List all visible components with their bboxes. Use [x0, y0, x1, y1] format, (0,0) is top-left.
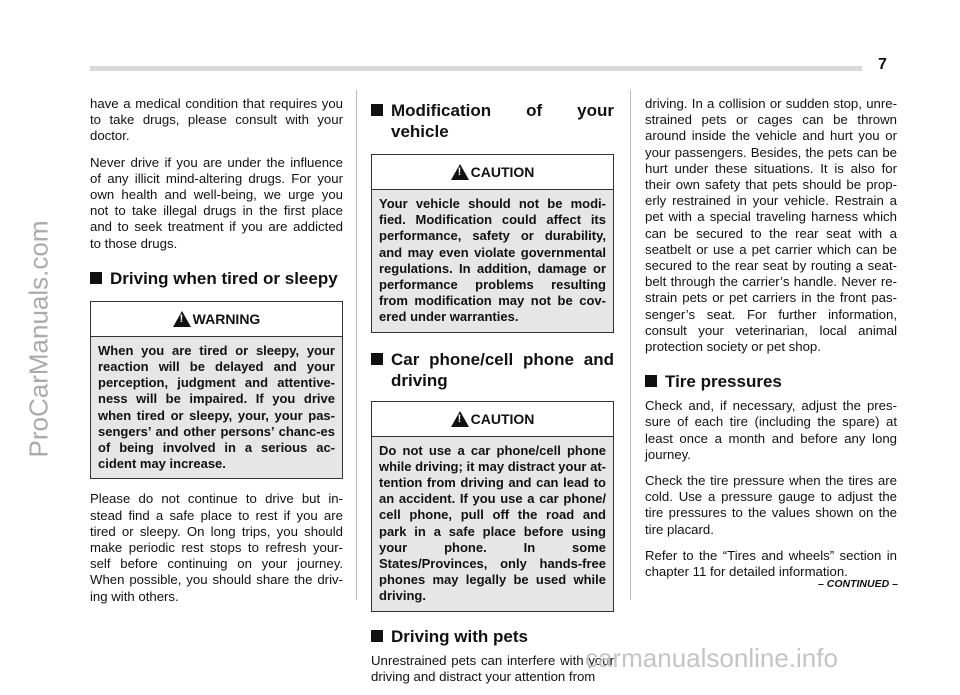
continued-marker: – CONTINUED –: [818, 578, 898, 590]
column-divider-1: [356, 90, 357, 600]
caution-box: [371, 401, 614, 612]
warning-text: When you are tired or sleepy, your reaction will be delayed and your perception, judgment and attentive-ness will be impaired. If you drive when tired or sleepy, your, your pas-sengers’ and other persons’ chanc-es of being involved in a serious ac-cident may increase.: [91, 336, 342, 479]
warning-header: [91, 302, 342, 336]
square-bullet-icon: [371, 353, 383, 365]
paragraph: have a medical condition that requires you to take drugs, please consult with your doctor.: [90, 96, 343, 144]
header-rule: [90, 66, 862, 71]
paragraph: Refer to the “Tires and wheels” section in chapter 11 for detailed information.: [645, 547, 897, 580]
section-heading-text: Modification of your vehicle: [391, 101, 614, 141]
footer-watermark: carmanualsonline.info: [585, 643, 838, 673]
paragraph: driving. In a collision or sudden stop, unre-strained pets or cages can be thrown around inside the vehicle and hurt you or your passengers. Besides, the pets can be hurt under these situations. It is also for their own safety that pets should be prop-erly restrained in your vehicle. Restrain a pet with a special traveling harness which can be secured to the rear seat with a seatbelt or use a pet carrier which can be secured to the rear seat by routing a seat-belt through the carrier’s handle. Never re-strain pets or pet carriers in the front pas-senger’s seat. For further information, consult your veterinarian, local animal protection society or pet shop.: [645, 96, 897, 355]
caution-text: Your vehicle should not be modi-fied. Modification could affect its performance, safety or durability, and may even violate governmental regulations. In addition, damage or performance problems resulting from modification may not be cov-ered under warranties.: [372, 189, 613, 332]
section-heading: [645, 371, 897, 392]
caution-header: [372, 402, 613, 436]
side-watermark: [14, 0, 64, 678]
warning-triangle-icon: [173, 311, 191, 327]
paragraph: Please do not continue to drive but in-stead find a safe place to rest if you are tired or sleepy. On long trips, you should make periodic rest stops to refresh your-self before continuing on your journey. When possible, you should share the driv-ing with others.: [90, 491, 343, 604]
square-bullet-icon: [371, 104, 383, 116]
section-heading: [90, 268, 343, 289]
page-number: 7: [878, 56, 887, 73]
section-heading-text: Tire pressures: [665, 372, 782, 392]
column-2: [371, 96, 614, 695]
caution-triangle-icon: [451, 411, 469, 427]
column-1: [90, 96, 343, 615]
caution-header: [372, 155, 613, 189]
paragraph: Unrestrained pets can interfere with your driving and distract your attention from: [371, 652, 614, 684]
section-heading: [371, 349, 614, 391]
warning-label: WARNING: [192, 310, 261, 327]
section-heading: [371, 626, 614, 647]
column-3: [645, 96, 897, 590]
side-watermark-text: ProCarManuals.com: [23, 220, 54, 458]
paragraph: Never drive if you are under the influence of any illicit mind-altering drugs. For your own health and well-being, we urge you not to take illegal drugs in the first place and to seek treatment if you are addicted to those drugs.: [90, 154, 343, 251]
section-heading-text: Car phone/cell phone and driving: [391, 349, 614, 390]
square-bullet-icon: [371, 630, 383, 642]
section-heading-text: Driving with pets: [391, 626, 528, 646]
section-heading: [371, 100, 614, 142]
column-divider-2: [630, 90, 631, 600]
caution-box: [371, 154, 614, 333]
section-heading-text: Driving when tired or sleepy: [110, 268, 338, 288]
paragraph: Check and, if necessary, adjust the pres-sure of each tire (including the spare) at least once a month and before any long journey.: [645, 398, 897, 462]
square-bullet-icon: [90, 272, 102, 284]
square-bullet-icon: [645, 375, 657, 387]
paragraph: Check the tire pressure when the tires are cold. Use a pressure gauge to adjust the tire pressures to the values shown on the tire placard.: [645, 473, 897, 537]
caution-label: CAUTION: [470, 410, 535, 427]
warning-box: [90, 301, 343, 480]
caution-triangle-icon: [451, 164, 469, 180]
caution-text: Do not use a car phone/cell phone while driving; it may distract your at-tention from driving and can lead to an accident. If you use a car phone/ cell phone, pull off the road and park in a safe place before using your phone. In some States/Provinces, only hands-free phones may legally be used while driving.: [372, 436, 613, 611]
caution-label: CAUTION: [470, 163, 535, 180]
